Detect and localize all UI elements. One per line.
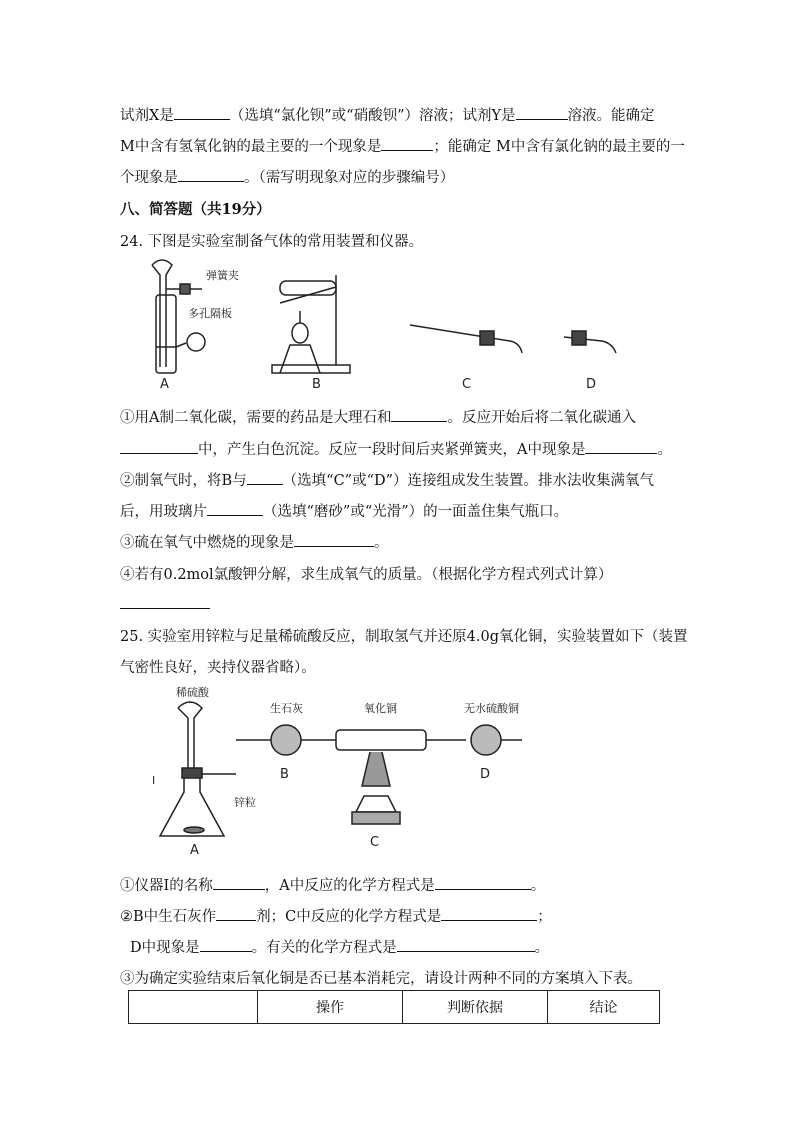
section-title: 八、简答题（共19分） (120, 201, 271, 218)
apparatus-d (471, 725, 522, 755)
answer-blank[interactable] (391, 407, 447, 422)
answer-blank[interactable] (397, 937, 535, 952)
answer-blank[interactable] (435, 875, 531, 890)
caption-c: C (462, 377, 472, 392)
answer-blank[interactable] (178, 167, 244, 182)
q24-part1-line2: 中，产生白色沉淀。反应一段时间后夹紧弹簧夹，A中现象是 。 (120, 438, 672, 459)
apparatus-d (564, 331, 616, 353)
answer-line[interactable] (120, 608, 210, 609)
q24-part4: ④若有0.2mol氯酸钾分解，求生成氧气的质量。（根据化学方程式列式计算） (120, 567, 613, 583)
label-dilute-acid: 稀硫酸 (176, 686, 209, 699)
q25-part2-line2: D中现象是 。有关的化学方程式是 。 (130, 936, 549, 957)
caption-a: A (190, 843, 199, 856)
table-header-cell: 操作 (258, 991, 403, 1024)
label-zinc: 锌粒 (234, 796, 256, 809)
q25-part2-line1: ②B中生石灰作 剂；C中反应的化学方程式是 ； (120, 905, 552, 926)
caption-a: A (160, 377, 169, 392)
q24-part2-line1: ②制氧气时，将B与 （选填“C”或“D”）连接组成发生装置。排水法收集满氧气 (120, 469, 654, 490)
apparatus-b (272, 275, 350, 373)
table-header-row (129, 991, 660, 1024)
table-header-cell (129, 991, 258, 1024)
answer-blank[interactable] (213, 875, 265, 890)
caption-d: D (480, 767, 491, 782)
label-spring-clip: 弹簧夹 (206, 269, 239, 282)
answer-blank[interactable] (516, 105, 568, 120)
label-copper-oxide: 氧化铜 (364, 702, 397, 715)
answer-blank[interactable] (441, 906, 537, 921)
label-anhydrous-cuso4: 无水硫酸铜 (464, 702, 519, 715)
caption-b: B (312, 377, 321, 392)
answer-blank[interactable] (294, 532, 374, 547)
table-header-cell: 结论 (548, 991, 660, 1024)
label-quicklime: 生石灰 (270, 702, 303, 715)
answer-blank[interactable] (247, 470, 283, 485)
q25-intro-line1: 25. 实验室用锌粒与足量稀硫酸反应，制取氢气并还原4.0g氧化铜，实验装置如下（装置 (120, 629, 688, 645)
answer-blank[interactable] (200, 937, 252, 952)
table-header-cell: 判断依据 (403, 991, 548, 1024)
q25-apparatus-figure (150, 686, 530, 856)
q24-part1-line1: ①用A制二氧化碳，需要的药品是大理石和 。反应开始后将二氧化碳通入 (120, 406, 636, 427)
q23-line3: 个现象是 。（需写明现象对应的步骤编号） (120, 166, 454, 187)
q23-line2: M中含有氢氧化钠的最主要的一个现象是 ；能确定 M中含有氯化钠的最主要的一 (120, 135, 685, 156)
answer-blank[interactable] (174, 105, 230, 120)
q24-part3: ③硫在氧气中燃烧的现象是 。 (120, 531, 389, 552)
label-porous-plate: 多孔隔板 (188, 307, 232, 320)
apparatus-b (236, 725, 336, 755)
q24-part2-line2: 后，用玻璃片 （选填“磨砂”或“光滑”）的一面盖住集气瓶口。 (120, 500, 568, 521)
caption-d: D (586, 377, 597, 392)
q24-apparatus-figure (140, 255, 640, 395)
q25-part1: ①仪器Ⅰ的名称 ，A中反应的化学方程式是 。 (120, 874, 545, 895)
answer-blank[interactable] (120, 439, 198, 454)
solution-table (128, 990, 660, 1024)
q25-part3: ③为确定实验结束后氧化铜是否已基本消耗完，请设计两种不同的方案填入下表。 (120, 971, 642, 987)
apparatus-c (336, 730, 466, 824)
q23-line1: 试剂X是 （选填“氯化钡”或“硝酸钡”）溶液；试剂Y是 溶液。能确定 (120, 104, 655, 125)
answer-blank[interactable] (381, 136, 433, 151)
answer-blank[interactable] (207, 501, 263, 516)
label-instrument-one: Ⅰ (152, 774, 156, 787)
apparatus-c (410, 325, 522, 353)
caption-b: B (280, 767, 289, 782)
q24-intro: 24. 下图是实验室制备气体的常用装置和仪器。 (120, 234, 424, 250)
answer-blank[interactable] (216, 906, 256, 921)
apparatus-a (160, 702, 236, 836)
answer-blank[interactable] (585, 439, 657, 454)
caption-c: C (370, 835, 380, 850)
q25-intro-line2: 气密性良好，夹持仪器省略）。 (120, 660, 316, 676)
